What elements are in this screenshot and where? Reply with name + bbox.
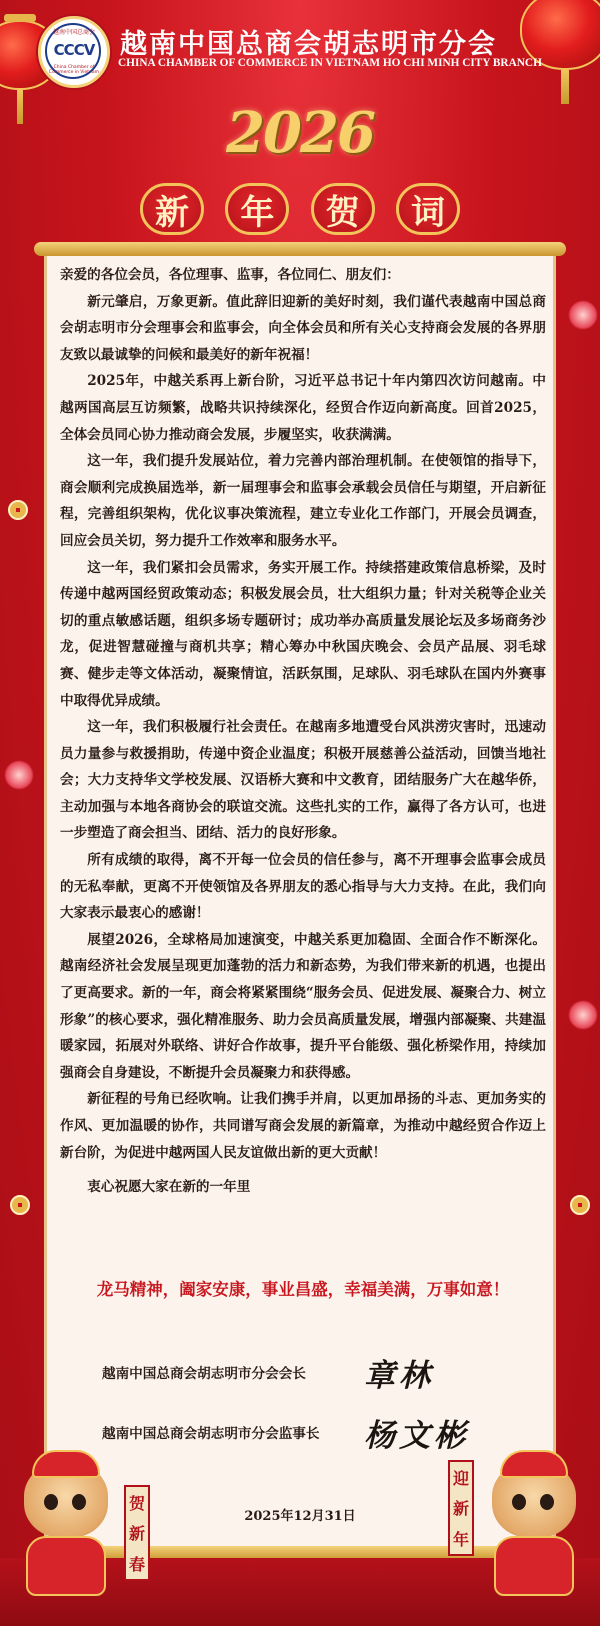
blessing-line: 龙马精神，阖家安康，事业昌盛，幸福美满，万事如意！ [96,1280,510,1299]
letter-paragraph: 新征程的号角已经吹响。让我们携手并肩，以更加昂扬的斗志、更加务实的作风、更加温暖的协作，共同谱写商会发展的新篇章，为推动中越经贸合作迈上新台阶，为促进中越两国人民友谊做出新的更大贡献！ [60,1091,546,1161]
couplet-char: 新 [128,1524,145,1544]
title-char: 年 [225,183,289,235]
letter-paragraph: 这一年，我们积极履行社会责任。在越南多地遭受台风洪涝灾害时，迅速动员力量参与救援捐助，传递中资企业温度；积极开展慈善公益活动，回馈当地社会；大力支持华文学校发展、汉语桥大赛和中文教育，团结服务广大在越华侨，主动加强与本地各商协会的联谊交流。这些扎实的工作，赢得了各方认可，也进一步塑造了商会担当、团结、活力的良好形象。 [60,719,546,842]
signature-title: 越南中国总商会胡志明市分会会长 [102,1366,306,1382]
letter-date: 2025年12月31日 [244,1509,356,1524]
couplet-char: 年 [452,1530,469,1550]
coin-icon [10,1195,30,1215]
signature-president [102,1350,522,1394]
couplet-left [124,1485,150,1581]
letter-paragraph: 这一年，我们提升发展站位，着力完善内部治理机制。在使领馆的指导下，商会顺利完成换届选举，新一届理事会和监事会承载会员信任与期望，开启新征程，完善组织架构，优化议事决策流程，建立专业化工作部门，开展会员调查，回应会员关切，努力提升工作效率和服务水平。 [60,453,546,549]
chamber-logo [38,16,110,88]
plum-blossom-icon [568,1000,598,1030]
letter-paragraph: 所有成绩的取得，离不开每一位会员的信任参与，离不开理事会监事会成员的无私奉献，更离不开使领馆及各界朋友的悉心指导与大力支持。在此，我们向大家表示最衷心的感谢！ [60,852,546,922]
signature-name: 杨文彬 [364,1418,469,1454]
scroll-rod-top [34,242,566,256]
logo-arc-bottom: China Chamber of Commerce in Vietnam [48,65,100,75]
header [0,0,600,75]
blessing-lead: 衷心祝愿大家在新的一年里 [87,1179,251,1196]
signature-supervisor [102,1410,522,1454]
plum-blossom-icon [568,300,598,330]
logo-arc-top: 越南中国总商会 [52,29,95,36]
letter-paragraph: 2025年，中越关系再上新台阶，习近平总书记十年内第四次访问越南。中越两国高层互访频繁，战略共识持续深化，经贸合作迈向新高度。回首2025，全体会员同心协力推动商会发展，步履坚实，收获满满。 [60,373,546,443]
letter-paragraph: 新元肇启，万象更新。值此辞旧迎新的美好时刻，我们谨代表越南中国总商会胡志明市分会理事会和监事会，向全体会员和所有关心支持商会发展的各界朋友致以最诚挚的问候和最美好的新年祝福！ [60,293,546,363]
couplet-right [448,1460,474,1556]
couplet-char: 新 [452,1499,469,1519]
horse-mascot-right-icon [474,1450,594,1600]
letter-body [60,262,546,1201]
plum-blossom-icon [4,760,34,790]
org-name-english: CHINA CHAMBER OF COMMERCE IN VIETNAM HO CHI MINH CITY BRANCH [118,57,542,69]
couplet-char: 迎 [452,1468,469,1488]
coin-icon [8,500,28,520]
year-title: 2026 [226,100,374,166]
couplet-char: 春 [128,1555,145,1575]
letter-greeting: 亲爱的各位会员，各位理事、监事，各位同仁、朋友们： [60,267,400,283]
letter-paragraph: 展望2026，全球格局加速演变，中越关系更加稳固、全面合作不断深化。越南经济社会发展呈现更加蓬勃的活力和新态势，为我们带来新的机遇，也提出了更高要求。新的一年，商会将紧紧围绕“服务会员、促进发展、凝聚合力、树立形象”的核心要求，强化精准服务、助力会员高质量发展，增强内部凝聚、共建温暖家园，拓展对外联络、讲好合作故事，提升平台能级、强化桥梁作用，持续加强商会自身建设，不断提升会员凝聚力和获得感。 [60,931,546,1081]
org-name-chinese: 越南中国总商会胡志明市分会 [120,29,497,60]
greeting-title [140,183,460,243]
horse-mascot-left-icon [6,1450,126,1600]
letter-paragraph: 这一年，我们紧扣会员需求，务实开展工作。持续搭建政策信息桥梁，及时传递中越两国经贸政策动态；积极发展会员，壮大组织力量；针对关税等企业关切的重点敏感话题，组织多场专题研讨；成功举办高质量发展论坛及多场商务沙龙，促进智慧碰撞与商机共享；精心筹办中秋国庆晚会、会员产品展、羽毛球赛、健步走等文体活动，凝聚情谊，活跃氛围，足球队、羽毛球队在国内外赛事中取得优异成绩。 [60,559,546,709]
signature-title: 越南中国总商会胡志明市分会监事长 [102,1426,320,1442]
title-char: 贺 [311,183,375,235]
title-char: 词 [396,183,460,235]
title-char: 新 [140,183,204,235]
logo-text: CCCV [53,41,95,59]
coin-icon [570,1195,590,1215]
couplet-char: 贺 [128,1493,145,1513]
signature-name: 章林 [364,1358,434,1394]
